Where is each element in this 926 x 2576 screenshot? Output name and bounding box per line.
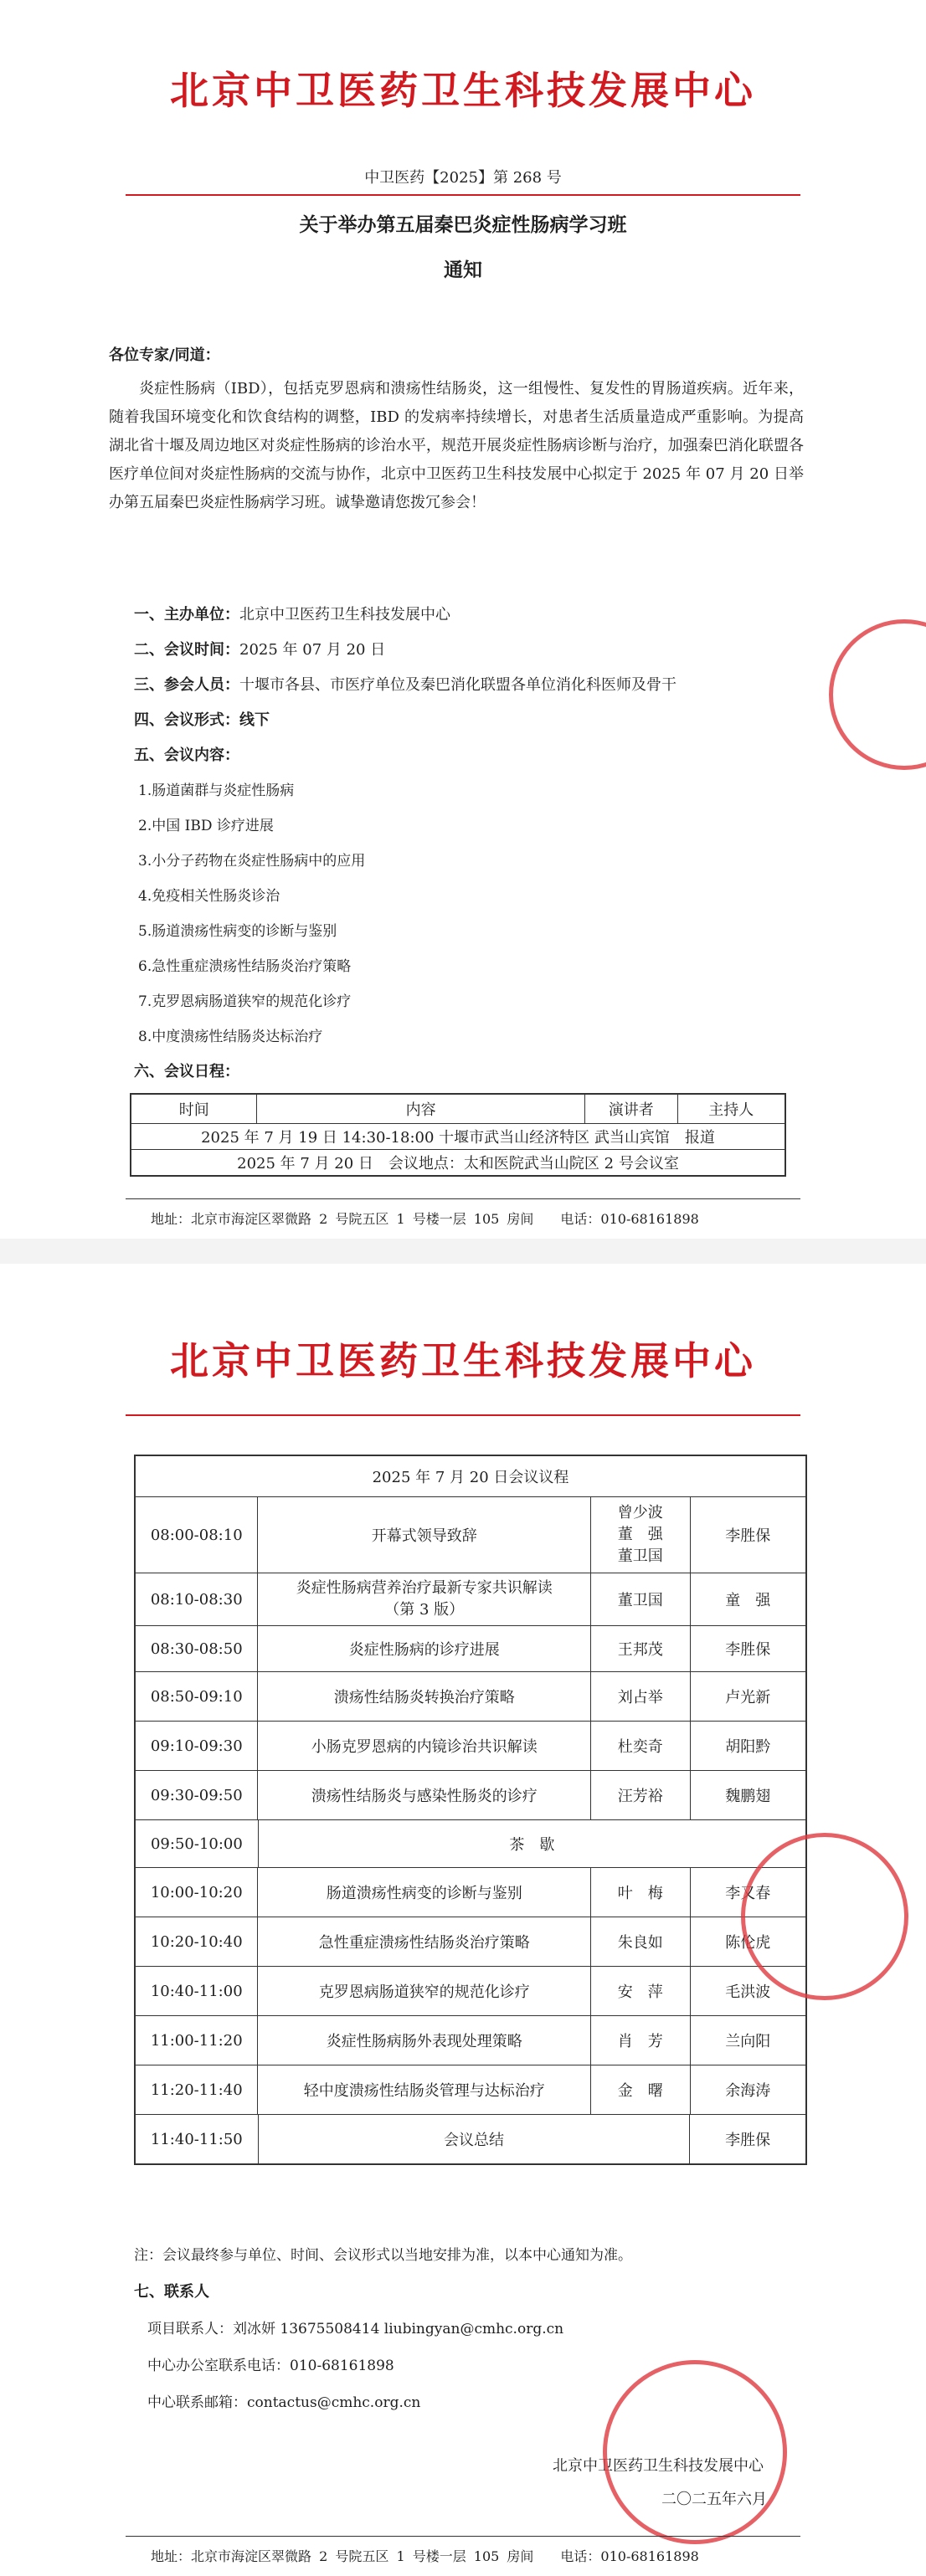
signature-date: 二〇二五年六月 [661,2491,767,2508]
agenda-speaker: 朱良如 [591,1917,691,1966]
agenda-time: 10:00-10:20 [136,1868,258,1917]
agenda-speaker: 汪芳裕 [591,1771,691,1819]
page2-header: 北京中卫医药卫生科技发展中心 [170,1338,756,1383]
page2-footer: 地址：北京市海淀区翠微路 2 号院五区 1 号楼一层 105 房间 电话：010-68161898 [151,2548,699,2564]
agenda-host: 李胜保 [725,2132,771,2149]
footer-rule [126,2536,800,2537]
content-item: 2.中国 IBD 诊疗进展 [138,818,274,834]
page-separator [0,1239,926,1264]
content-item: 3.小分子药物在炎症性肠病中的应用 [138,853,366,870]
agenda-time: 10:20-10:40 [136,1917,258,1966]
notice-title: 关于举办第五届秦巴炎症性肠病学习班 [299,213,627,236]
contact-heading: 七、联系人 [134,2283,209,2301]
table-row [136,1672,805,1722]
agenda-time: 09:50-10:00 [136,1820,259,1867]
contact-person: 项目联系人：刘冰妍 13675508414 liubingyan@cmhc.org.cn [147,2321,564,2337]
agenda-topic: 溃疡性结肠炎转换治疗策略 [258,1672,591,1721]
content-item: 6.急性重症溃疡性结肠炎治疗策略 [138,958,352,975]
agenda-topic: 会议总结 [259,2115,691,2163]
schedule-header-row [131,1095,785,1124]
header-rule [126,1414,800,1416]
agenda-time: 11:20-11:40 [136,2065,258,2114]
table-row [136,1722,805,1771]
agenda-topic: 茶 歇 [509,1836,555,1854]
table-row [136,1497,805,1573]
seal-stamp [603,2360,787,2544]
table-row [136,1771,805,1820]
schedule-col-content: 内容 [257,1095,585,1123]
agenda-time: 08:00-08:10 [136,1497,258,1573]
header-rule [126,194,800,196]
schedule-col-host: 主持人 [708,1101,754,1119]
agenda-host: 陈伦虎 [725,1934,771,1952]
agenda-topic: 炎症性肠病营养治疗最新专家共识解读 （第 3 版） [258,1573,591,1625]
agenda-topic: 小肠克罗恩病的内镜诊治共识解读 [258,1722,591,1770]
schedule-col-speaker: 演讲者 [585,1095,678,1123]
agenda-topic: 肠道溃疡性病变的诊断与鉴别 [258,1868,591,1917]
agenda-table [134,1455,807,2165]
table-row [136,2016,805,2065]
seal-stamp [741,1833,908,2000]
agenda-speaker: 刘占举 [591,1672,691,1721]
agenda-topic: 炎症性肠病肠外表现处理策略 [258,2016,591,2065]
signature: 北京中卫医药卫生科技发展中心 [553,2457,764,2475]
attendees-line: 三、参会人员：十堰市各县、市医疗单位及秦巴消化联盟各单位消化科医师及骨干 [134,676,676,694]
agenda-title: 2025 年 7 月 20 日会议议程 [136,1456,805,1497]
table-row [136,1626,805,1672]
agenda-speaker: 杜奕奇 [591,1722,691,1770]
office-phone: 中心办公室联系电话：010-68161898 [147,2358,394,2374]
agenda-time: 08:30-08:50 [136,1626,258,1671]
agenda-host: 兰向阳 [725,2033,771,2050]
table-row [136,2115,805,2163]
notice-subtitle: 通知 [444,259,482,281]
table-row [136,2065,805,2115]
table-row [136,1573,805,1626]
agenda-note: 注：会议最终参与单位、时间、会议形式以当地安排为准，以本中心通知为准。 [134,2247,632,2264]
content-item: 7.克罗恩病肠道狭窄的规范化诊疗 [138,993,352,1010]
seal-stamp [829,619,926,770]
agenda-speaker: 金 曙 [591,2065,691,2114]
agenda-topic: 炎症性肠病的诊疗进展 [258,1626,591,1671]
agenda-topic: 克罗恩病肠道狭窄的规范化诊疗 [258,1967,591,2015]
page1-header: 北京中卫医药卫生科技发展中心 [170,68,756,113]
agenda-time: 08:10-08:30 [136,1573,258,1625]
agenda-time: 09:10-09:30 [136,1722,258,1770]
agenda-topic: 开幕式领导致辞 [258,1497,591,1573]
time-line: 二、会议时间：2025 年 07 月 20 日 [134,641,386,659]
agenda-speaker: 肖 芳 [591,2016,691,2065]
agenda-topic: 轻中度溃疡性结肠炎管理与达标治疗 [258,2065,591,2114]
agenda-host: 李胜保 [725,1641,771,1659]
agenda-topic: 溃疡性结肠炎与感染性肠炎的诊疗 [258,1771,591,1819]
content-item: 1.肠道菌群与炎症性肠病 [138,783,295,799]
agenda-host: 魏鹏翅 [725,1788,771,1805]
page1-footer: 地址：北京市海淀区翠微路 2 号院五区 1 号楼一层 105 房间 电话：010-68161898 [151,1211,699,1227]
agenda-host: 童 强 [725,1592,771,1609]
agenda-host: 卢光新 [725,1689,771,1706]
schedule-table [130,1093,786,1177]
schedule-col-time: 时间 [131,1095,257,1123]
intro-paragraph: 炎症性肠病（IBD），包括克罗恩病和溃疡性结肠炎，这一组慢性、复发性的胃肠道疾病。近年来，随着我国环境变化和饮食结构的调整，IBD 的发病率持续增长，对患者生活质量造成严重影响。为提高湖北省十堰及周边地区对炎症性肠病的诊治水平，规范开展炎症性肠病诊断与治疗，加强秦巴消化联盟各医疗单位间对炎症性肠病的交流与协作，北京中卫医药卫生科技发展中心拟定于 2025 年 07 月 20 日举办第五届秦巴炎症性肠病学习班。诚挚邀请您拨冗参会！ [109,380,804,511]
agenda-topic: 急性重症溃疡性结肠炎治疗策略 [258,1917,591,1966]
document-number: 中卫医药【2025】第 268 号 [364,169,562,187]
content-item: 8.中度溃疡性结肠炎达标治疗 [138,1029,323,1045]
salutation: 各位专家/同道： [109,346,220,364]
schedule-row: 2025 年 7 月 20 日 会议地点：太和医院武当山院区 2 号会议室 [131,1149,785,1175]
agenda-time: 08:50-09:10 [136,1672,258,1721]
schedule-heading: 六、会议日程： [134,1063,239,1080]
organizer-line: 一、主办单位：北京中卫医药卫生科技发展中心 [134,606,450,623]
table-row [136,1917,805,1967]
content-heading: 五、会议内容： [134,747,239,764]
contact-email: 中心联系邮箱：contactus@cmhc.org.cn [147,2394,421,2411]
table-row [136,1868,805,1917]
table-row [136,1967,805,2016]
schedule-row: 2025 年 7 月 19 日 14:30-18:00 十堰市武当山经济特区 武当山宾馆 报道 [201,1129,715,1147]
agenda-host: 余海涛 [725,2082,771,2100]
agenda-speaker: 董卫国 [591,1573,691,1625]
agenda-speaker: 安 萍 [591,1967,691,2015]
agenda-host: 李胜保 [725,1527,771,1545]
agenda-speaker: 叶 梅 [591,1868,691,1917]
content-item: 5.肠道溃疡性病变的诊断与鉴别 [138,923,337,940]
agenda-host: 毛洪波 [725,1983,771,2001]
footer-rule [126,1198,800,1199]
agenda-host: 李又春 [725,1885,771,1902]
agenda-speaker: 曾少波 董 强 董卫国 [591,1497,691,1573]
agenda-time: 11:40-11:50 [136,2115,259,2163]
table-row-break [136,1820,805,1868]
content-item: 4.免疫相关性肠炎诊治 [138,888,280,905]
format-line: 四、会议形式：线下 [134,711,270,729]
agenda-time: 11:00-11:20 [136,2016,258,2065]
agenda-time: 10:40-11:00 [136,1967,258,2015]
agenda-time: 09:30-09:50 [136,1771,258,1819]
agenda-speaker: 王邦茂 [591,1626,691,1671]
agenda-host: 胡阳黔 [725,1738,771,1756]
